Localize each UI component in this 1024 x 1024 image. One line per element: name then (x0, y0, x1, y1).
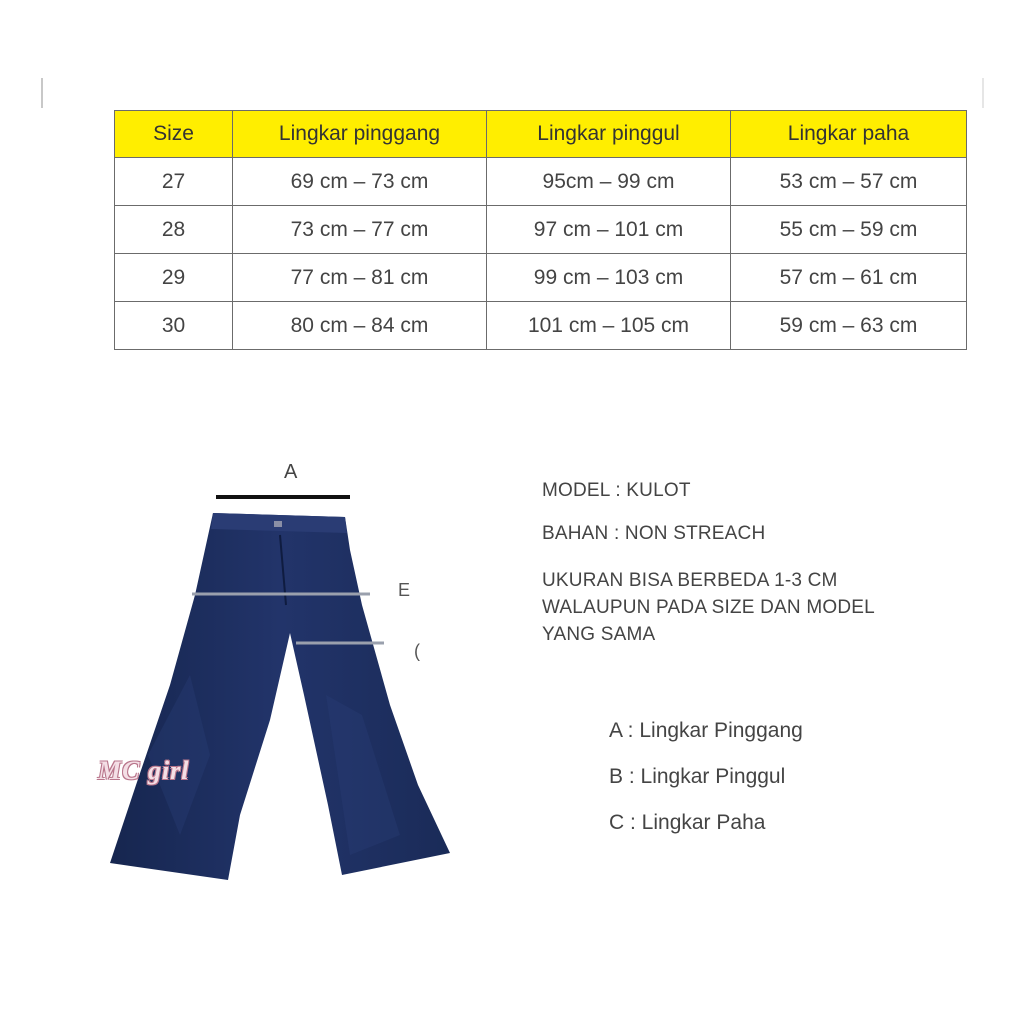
size-chart-table (114, 110, 967, 350)
cell-waist: 77 cm – 81 cm (233, 254, 487, 302)
cell-hip: 99 cm – 103 cm (487, 254, 731, 302)
label-a: A (284, 461, 298, 483)
waist-measure-line (216, 495, 350, 499)
table-row (115, 254, 967, 302)
cell-thigh: 57 cm – 61 cm (731, 254, 967, 302)
table-row (115, 206, 967, 254)
cell-waist: 73 cm – 77 cm (233, 206, 487, 254)
cell-size: 30 (115, 302, 233, 350)
cell-waist: 80 cm – 84 cm (233, 302, 487, 350)
header-hip: Lingkar pinggul (487, 111, 731, 158)
culotte-pants-illustration (100, 455, 460, 895)
cell-waist: 69 cm – 73 cm (233, 158, 487, 206)
legend-hip: B : Lingkar Pinggul (609, 765, 786, 788)
table-row (115, 302, 967, 350)
cell-hip: 101 cm – 105 cm (487, 302, 731, 350)
cell-hip: 95cm – 99 cm (487, 158, 731, 206)
material-text: BAHAN : NON STREACH (542, 523, 766, 544)
legend-thigh: C : Lingkar Paha (609, 811, 766, 834)
size-note-line: YANG SAMA (542, 624, 656, 645)
table-header-row (115, 111, 967, 158)
header-size: Size (115, 111, 233, 158)
cell-size: 27 (115, 158, 233, 206)
size-note (542, 567, 962, 648)
header-waist: Lingkar pinggang (233, 111, 487, 158)
legend-waist: A : Lingkar Pinggang (609, 719, 803, 742)
header-thigh: Lingkar paha (731, 111, 967, 158)
pants-body (110, 513, 450, 880)
right-edge-mark (982, 78, 984, 108)
cell-hip: 97 cm – 101 cm (487, 206, 731, 254)
cell-thigh: 59 cm – 63 cm (731, 302, 967, 350)
mc-girl-watermark: MC girl (98, 756, 190, 785)
size-note-line: UKURAN BISA BERBEDA 1-3 CM (542, 570, 838, 591)
cell-size: 29 (115, 254, 233, 302)
cell-size: 28 (115, 206, 233, 254)
cell-thigh: 53 cm – 57 cm (731, 158, 967, 206)
label-c: ( (414, 641, 420, 661)
label-b: E (398, 580, 411, 600)
left-edge-mark (41, 78, 43, 108)
table-row (115, 158, 967, 206)
cell-thigh: 55 cm – 59 cm (731, 206, 967, 254)
button (274, 521, 282, 527)
model-text: MODEL : KULOT (542, 480, 691, 501)
size-note-line: WALAUPUN PADA SIZE DAN MODEL (542, 597, 875, 618)
